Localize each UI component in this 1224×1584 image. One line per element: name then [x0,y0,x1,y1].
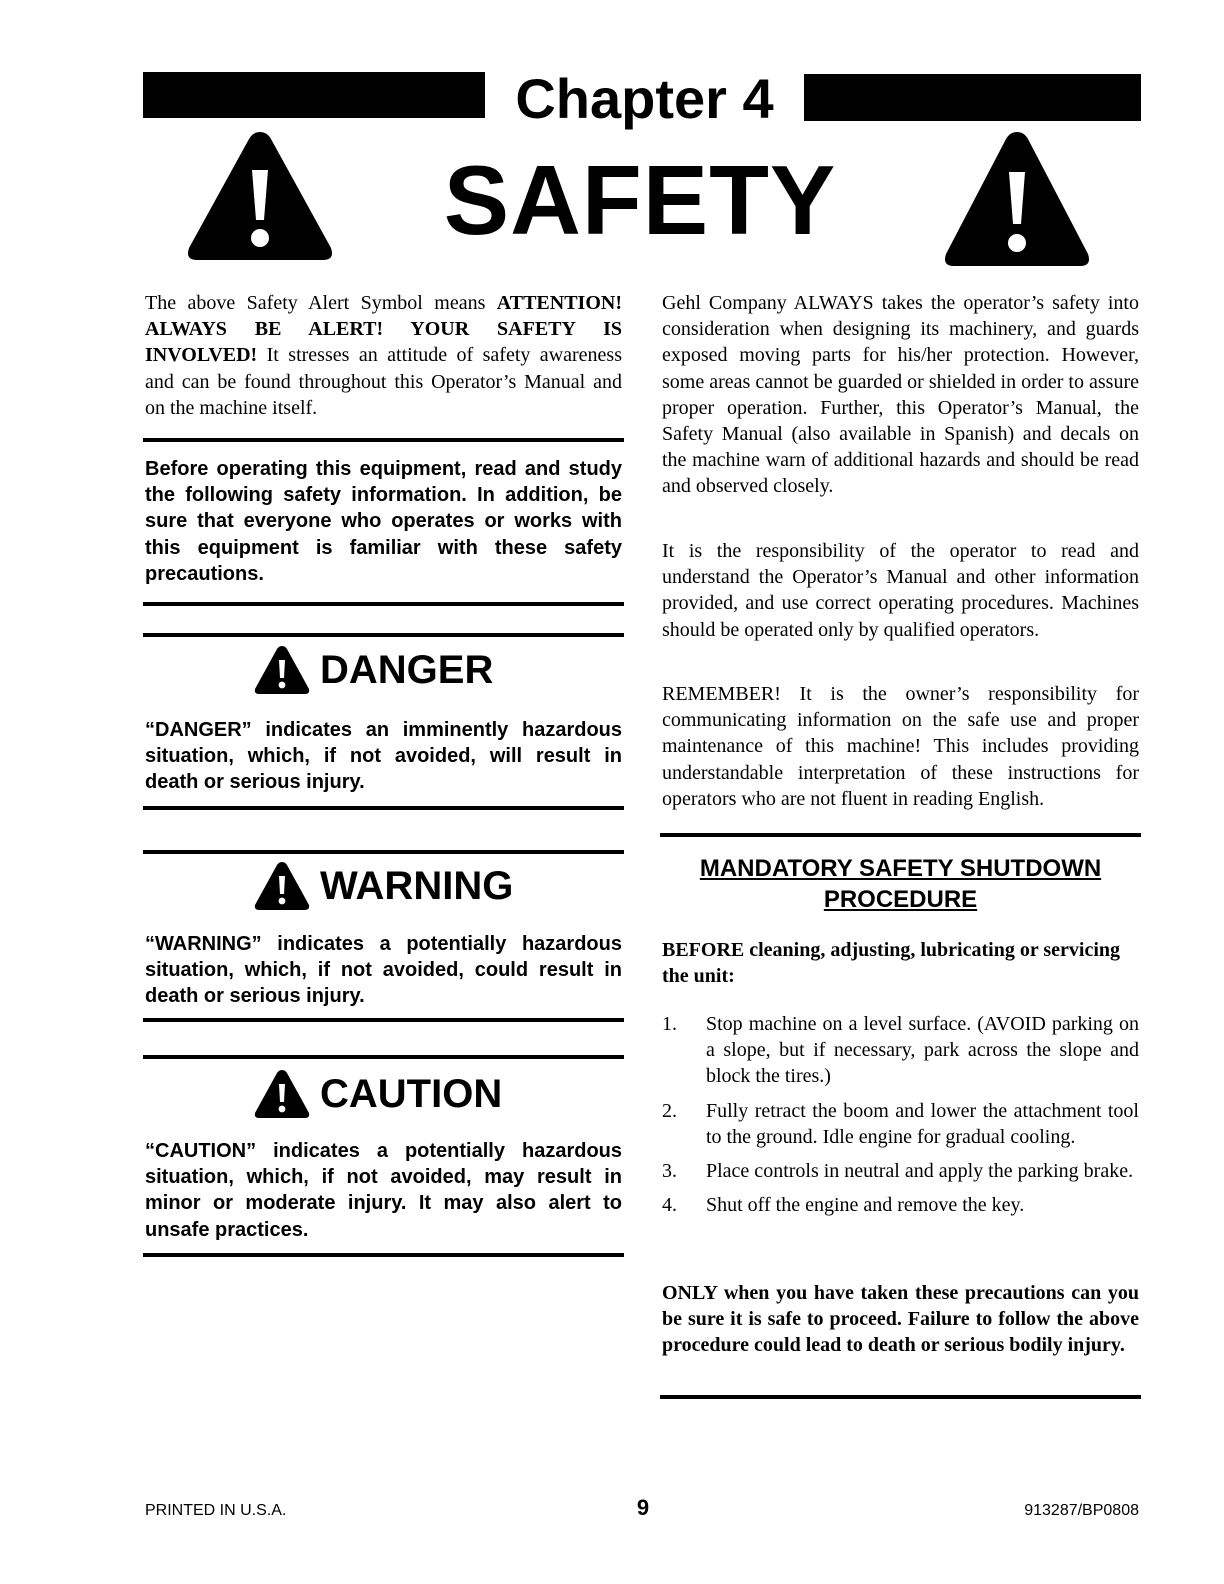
danger-heading [254,644,493,696]
operator-responsibility-paragraph: It is the responsibility of the operator to read and understand the Operator’s Manual and other information provided, and use correct operating procedures. Machines should be operated only by qualified operators. [662,540,1139,641]
shutdown-steps-list [662,1011,1139,1226]
divider [143,602,624,606]
list-item: 1. Stop machine on a level surface. (AVOID parking on a slope, but if necessary, park across the slope and block the tires.) [662,1013,1139,1088]
warning-label: WARNING [320,864,514,908]
divider [143,1055,624,1059]
shutdown-procedure-title: MANDATORY SAFETY SHUTDOWN PROCEDURE [699,855,1102,913]
divider [143,850,624,854]
divider [660,833,1141,837]
divider [143,1253,624,1257]
danger-definition: “DANGER” indicates an imminently hazardous situation, which, if not avoided, will result in death or serious injury. [145,719,622,794]
caution-definition: “CAUTION” indicates a potentially hazardous situation, which, if not avoided, may result in minor or moderate injury. It may also alert to unsafe practices. [145,1140,622,1241]
warning-triangle-icon [254,1068,310,1120]
header-bar-left [143,72,485,118]
warning-triangle-icon [254,860,310,912]
list-item: 4. Shut off the engine and remove the key. [662,1194,1025,1217]
owner-responsibility-paragraph: REMEMBER! It is the owner’s responsibility for communicating information on the safe use and proper maintenance of this machine! This includes providing understandable interpretation of these instructions for operators who are not fluent in reading English. [662,683,1139,810]
gehl-safety-paragraph: Gehl Company ALWAYS takes the operator’s safety into consideration when designing its machinery, and guards exposed moving parts for his/her protection. However, some areas cannot be guarded or shielded in order to assure proper operation. Further, this Operator’s Manual, the Safety Manual (also available in Spanish) and decals on the machine warn of additional hazards and should be read and observed closely. [662,292,1139,498]
before-servicing-instruction: BEFORE cleaning, adjusting, lubricating or servicing the unit: [662,939,1120,988]
list-item: 2. Fully retract the boom and lower the attachment tool to the ground. Idle engine for gradual cooling. [662,1099,1139,1148]
warning-triangle-icon [254,644,310,696]
chapter-subtitle: SAFETY [443,145,837,255]
intro-paragraph: The above Safety Alert Symbol means ATTENTION! ALWAYS BE ALERT! YOUR SAFETY IS INVOLVED! It stresses an attitude of safety awareness and can be found throughout this Operator’s Manual and on the machine itself. [145,292,622,419]
header-bar-right [804,74,1141,121]
chapter-title: Chapter 4 [515,67,774,130]
divider [660,1395,1141,1399]
danger-label: DANGER [320,648,494,692]
caution-heading [254,1068,502,1120]
caution-label: CAUTION [320,1072,503,1116]
divider [143,806,624,810]
page-number: 9 [636,1495,650,1520]
document-code: 913287/BP0808 [1024,1502,1139,1519]
divider [143,633,624,637]
only-when-notice: ONLY when you have taken these precautions can you be sure it is safe to proceed. Failure to follow the above procedure could lead to death or serious bodily injury. [662,1282,1139,1357]
divider [143,1018,624,1022]
warning-definition: “WARNING” indicates a potentially hazardous situation, which, if not avoided, could result in death or serious injury. [145,933,622,1008]
list-item: 3. Place controls in neutral and apply the parking brake. [662,1160,1134,1183]
printed-in-label: PRINTED IN U.S.A. [145,1502,287,1519]
safety-alert-icon [185,128,335,264]
safety-alert-icon [942,128,1092,270]
divider [143,438,624,442]
warning-heading [254,860,513,912]
before-operating-notice: Before operating this equipment, read and study the following safety information. In addition, be sure that everyone who operates or works with this equipment is familiar with these safety precautions. [145,458,622,585]
